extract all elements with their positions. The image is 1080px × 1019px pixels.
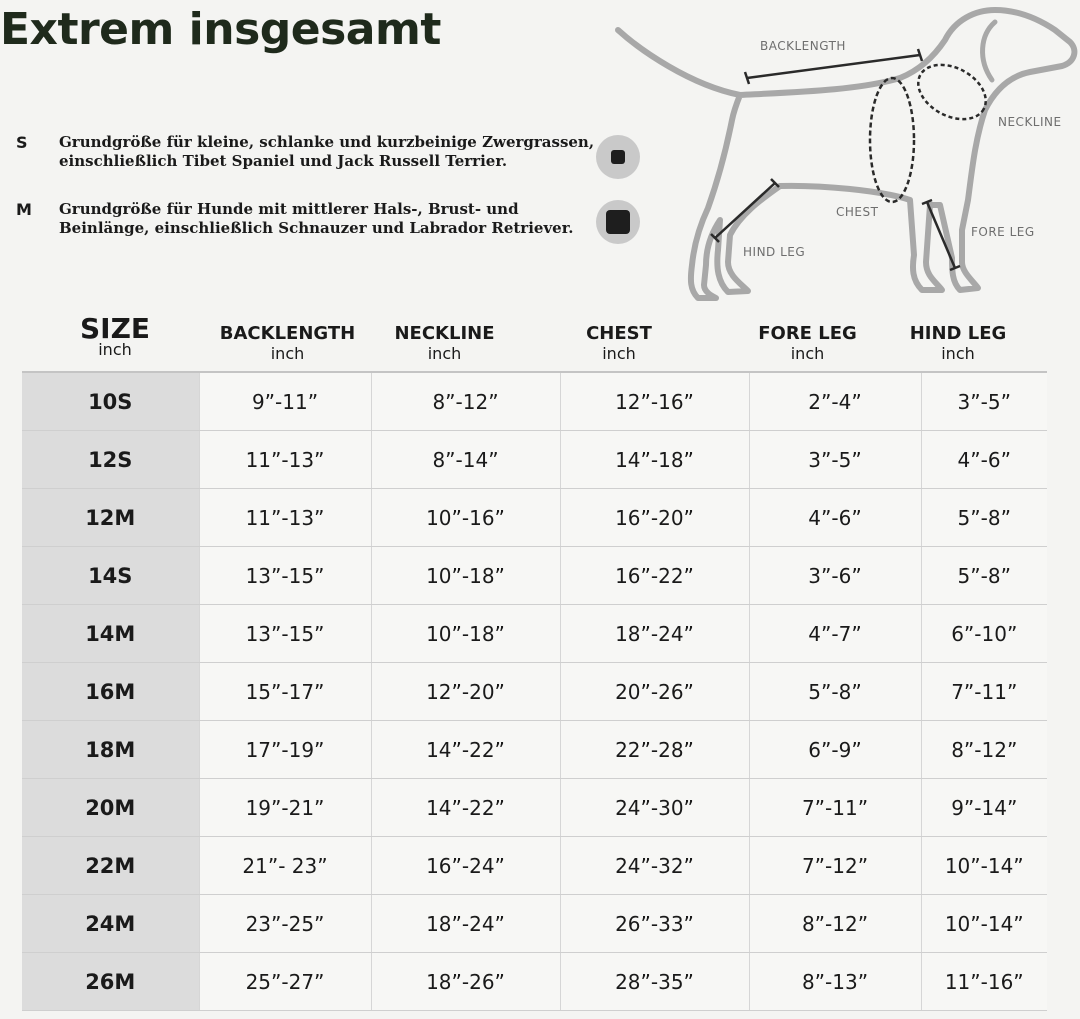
cell-hind-leg: 8”-12”	[921, 721, 1047, 779]
cell-fore-leg: 3”-6”	[749, 547, 921, 605]
header-label: CHEST	[586, 323, 652, 344]
cell-size: 24M	[22, 895, 199, 953]
foreleg-label: FORE LEG	[971, 225, 1035, 239]
table-row	[22, 431, 1047, 489]
cell-fore-leg: 8”-12”	[749, 895, 921, 953]
legend-text: Grundgröße für Hunde mit mittlerer Hals-, Brust- und Beinlänge, einschließlich Schnauzer und Labrador Retriever.	[59, 200, 574, 237]
cell-hind-leg: 6”-10”	[921, 605, 1047, 663]
cell-neckline: 10”-16”	[371, 489, 560, 547]
cell-hind-leg: 10”-14”	[921, 895, 1047, 953]
cell-neckline: 8”-12”	[371, 372, 560, 431]
header-unit: inch	[602, 344, 636, 363]
header-hindleg	[888, 324, 1028, 364]
header-unit: inch	[790, 344, 825, 363]
cell-neckline: 8”-14”	[371, 431, 560, 489]
header-unit: inch	[427, 344, 462, 363]
header-size	[60, 314, 170, 360]
cell-hind-leg: 11”-16”	[921, 953, 1047, 1011]
cell-neckline: 18”-24”	[371, 895, 560, 953]
hindleg-label: HIND LEG	[743, 245, 806, 259]
cell-size: 26M	[22, 953, 199, 1011]
cell-neckline: 10”-18”	[371, 605, 560, 663]
cell-size: 10S	[22, 372, 199, 431]
chest-measure	[870, 78, 914, 202]
cell-chest: 18”-24”	[560, 605, 749, 663]
cell-fore-leg: 7”-11”	[749, 779, 921, 837]
table-row	[22, 605, 1047, 663]
cell-chest: 22”-28”	[560, 721, 749, 779]
legend-item-s	[16, 133, 636, 193]
cell-backlength: 11”-13”	[199, 489, 371, 547]
cell-neckline: 10”-18”	[371, 547, 560, 605]
cell-neckline: 14”-22”	[371, 721, 560, 779]
cell-fore-leg: 2”-4”	[749, 372, 921, 431]
cell-chest: 26”-33”	[560, 895, 749, 953]
cell-hind-leg: 3”-5”	[921, 372, 1047, 431]
cell-backlength: 19”-21”	[199, 779, 371, 837]
header-label: FORE LEG	[758, 323, 857, 344]
cell-backlength: 13”-15”	[199, 547, 371, 605]
cell-fore-leg: 7”-12”	[749, 837, 921, 895]
cell-hind-leg: 10”-14”	[921, 837, 1047, 895]
cell-backlength: 25”-27”	[199, 953, 371, 1011]
table-row	[22, 895, 1047, 953]
cell-chest: 24”-30”	[560, 779, 749, 837]
cell-size: 12M	[22, 489, 199, 547]
cell-fore-leg: 4”-7”	[749, 605, 921, 663]
cell-backlength: 11”-13”	[199, 431, 371, 489]
table-row	[22, 663, 1047, 721]
cell-chest: 12”-16”	[560, 372, 749, 431]
legend-code: M	[16, 200, 32, 219]
cell-chest: 28”-35”	[560, 953, 749, 1011]
table-row	[22, 489, 1047, 547]
cell-fore-leg: 8”-13”	[749, 953, 921, 1011]
header-foreleg	[735, 324, 880, 364]
legend-code: S	[16, 133, 28, 152]
cell-size: 16M	[22, 663, 199, 721]
header-label: BACKLENGTH	[219, 323, 356, 344]
table-row	[22, 953, 1047, 1011]
cell-fore-leg: 4”-6”	[749, 489, 921, 547]
cell-size: 22M	[22, 837, 199, 895]
cell-neckline: 12”-20”	[371, 663, 560, 721]
neckline-label: NECKLINE	[998, 115, 1062, 129]
cell-chest: 16”-20”	[560, 489, 749, 547]
cell-hind-leg: 5”-8”	[921, 547, 1047, 605]
header-backlength	[205, 324, 370, 364]
cell-neckline: 18”-26”	[371, 953, 560, 1011]
header-label: NECKLINE	[394, 323, 495, 344]
cell-chest: 14”-18”	[560, 431, 749, 489]
cell-hind-leg: 9”-14”	[921, 779, 1047, 837]
cell-backlength: 13”-15”	[199, 605, 371, 663]
cell-backlength: 15”-17”	[199, 663, 371, 721]
cell-neckline: 16”-24”	[371, 837, 560, 895]
dog-tail	[618, 30, 740, 95]
cell-fore-leg: 6”-9”	[749, 721, 921, 779]
cell-size: 18M	[22, 721, 199, 779]
cell-hind-leg: 7”-11”	[921, 663, 1047, 721]
table-row	[22, 721, 1047, 779]
cell-hind-leg: 5”-8”	[921, 489, 1047, 547]
legend-item-m	[16, 200, 636, 244]
size-table	[22, 371, 1047, 1011]
cell-backlength: 9”-11”	[199, 372, 371, 431]
cell-size: 14S	[22, 547, 199, 605]
dog-ear	[983, 22, 995, 80]
header-label: SIZE	[79, 312, 150, 345]
backlength-measure	[747, 55, 920, 78]
legend-text: Grundgröße für kleine, schlanke und kurzbeinige Zwergrassen, einschließlich Tibet Spaniel und Jack Russell Terrier.	[59, 133, 595, 170]
dog-measurement-diagram	[600, 0, 1080, 305]
cell-hind-leg: 4”-6”	[921, 431, 1047, 489]
cell-fore-leg: 5”-8”	[749, 663, 921, 721]
cell-chest: 20”-26”	[560, 663, 749, 721]
cell-backlength: 17”-19”	[199, 721, 371, 779]
cell-size: 14M	[22, 605, 199, 663]
backlength-label: BACKLENGTH	[760, 39, 846, 53]
header-neckline	[372, 324, 517, 364]
header-unit: inch	[270, 344, 305, 363]
table-row	[22, 779, 1047, 837]
table-row	[22, 372, 1047, 431]
cell-size: 20M	[22, 779, 199, 837]
cell-fore-leg: 3”-5”	[749, 431, 921, 489]
header-unit: inch	[941, 344, 975, 363]
cell-chest: 16”-22”	[560, 547, 749, 605]
hindleg-measure	[715, 183, 775, 238]
cell-size: 12S	[22, 431, 199, 489]
table-row	[22, 547, 1047, 605]
header-chest	[545, 324, 693, 364]
header-label: HIND LEG	[909, 323, 1007, 344]
cell-backlength: 21”- 23”	[199, 837, 371, 895]
page-title: Extrem insgesamt	[0, 4, 441, 55]
cell-backlength: 23”-25”	[199, 895, 371, 953]
table-row	[22, 837, 1047, 895]
cell-chest: 24”-32”	[560, 837, 749, 895]
cell-neckline: 14”-22”	[371, 779, 560, 837]
chest-label: CHEST	[836, 205, 879, 219]
header-unit: inch	[98, 340, 132, 359]
